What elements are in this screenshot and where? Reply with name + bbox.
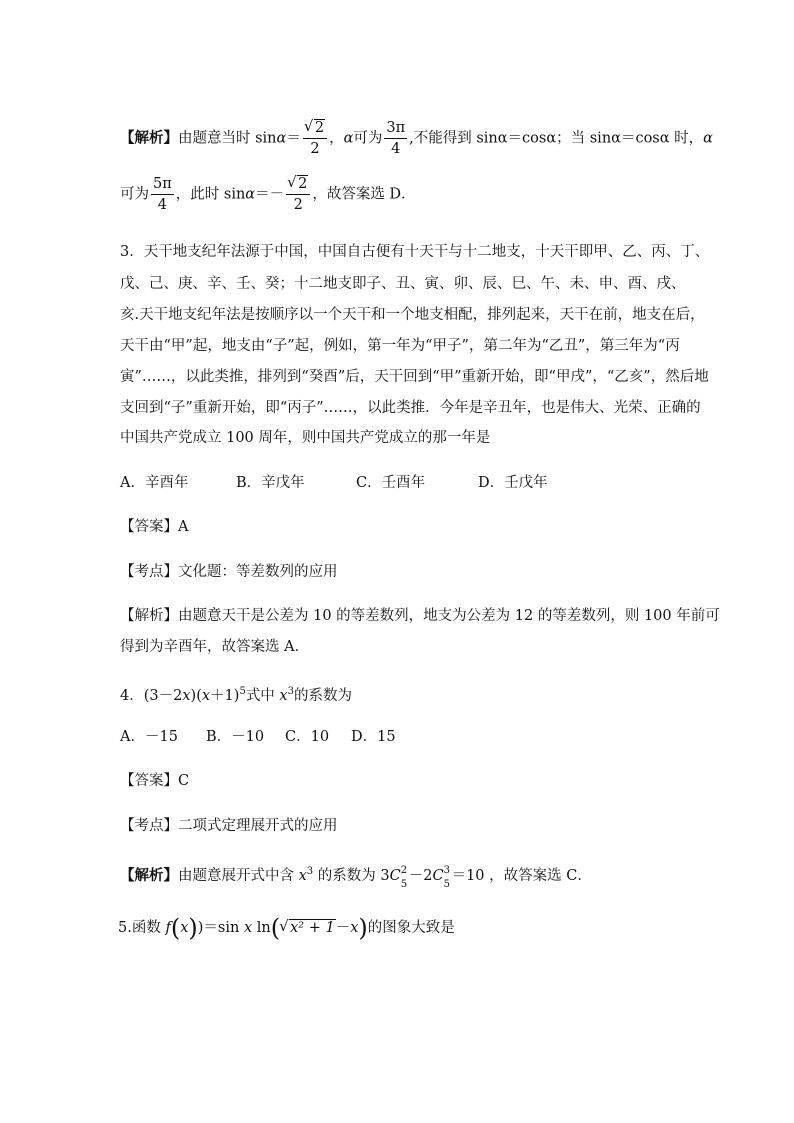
text-run: 4．(3－2 [120,687,183,704]
denominator: 4 [157,197,167,213]
binomial-C: C [389,867,401,884]
sqrt-expression [280,918,336,938]
q4-option-a: A．－15 [120,729,178,745]
subscript: 5 [443,878,450,890]
numerator: 3π [384,118,407,139]
text-run: )＝sin [197,920,244,936]
text-run: ＝－ [255,186,285,203]
text-run: ， [329,130,344,147]
superscript: 2 [400,864,408,876]
fraction-3pi-over-4 [384,118,407,159]
text-run: 5.函数 [118,920,166,936]
q3-kaodian: 【考点】文化题：等差数列的应用 [120,564,338,580]
q3-line-1: 3．天干地支纪年法源于中国，中国自古便有十天干与十二地支，十天干即甲、乙、丙、丁、 [120,244,710,260]
q3-line-2: 戊、己、庚、辛、壬、癸；十二地支即子、丑、寅、卯、辰、巳、午、未、申、酉、戌、 [120,276,686,292]
text-run: 式中 [245,687,280,704]
text-run: 的图象大致是 [367,920,455,936]
q4-option-b: B．－10 [206,729,265,745]
text-run: ，此时 sin [175,186,246,203]
q4-option-c: C．10 [285,729,330,745]
alpha-symbol: α [245,186,256,203]
var-x: x [298,867,307,884]
text-run: 的系数为 [293,687,352,704]
var-f: f [165,920,171,936]
q3-line-5: 寅”……，以此类推，排列到“癸酉”后，天干回到“甲”重新开始，即“甲戌”，“乙亥”，然后地 [120,369,709,385]
var-x: x [201,687,211,704]
fraction-sqrt2-over-2 [303,118,327,159]
text-run: ＋1) [210,687,240,704]
q3-option-d: D．壬戊年 [478,475,548,491]
q3-line-4: 天干由“甲”起，地支由“子”起，例如，第一年为“甲子”，第二年为“乙丑”，第三年为“丙 [120,338,680,354]
q3-option-b: B．辛戊年 [236,475,305,491]
q4-option-d: D．15 [351,729,396,745]
radicand: 2 [314,120,325,136]
exponent: 5 [239,686,246,697]
var-x: x [180,920,189,936]
analysis-tag: 【解析】 [120,866,178,884]
paren: ( [170,914,181,942]
exponent: 3 [306,866,314,877]
denominator: 2 [310,141,320,157]
fraction-sqrt2-over-2-b [286,174,310,215]
radicand: 2 [298,176,308,192]
text-run: ,不能得到 sinα＝cosα；当 sinα＝cosα 时， [409,130,704,147]
text-run: ＝10 ，故答案选 C． [451,867,592,884]
radicand: x² + 1 [290,920,335,936]
q4-analysis [120,862,592,890]
q4-kaodian: 【考点】二项式定理展开式的应用 [120,818,338,834]
text-run: 的系数为 3 [313,867,390,884]
text-run: )( [190,687,202,704]
text-run: ＝ [286,130,301,147]
subscript: 5 [400,878,408,890]
q2-analysis-line-2 [120,174,416,215]
text-run: － [335,920,351,936]
binomial-indices [400,864,409,890]
text-run: 由题意当时 sin [178,130,277,147]
q3-option-c: C．壬酉年 [356,475,426,491]
q3-analysis-line-1: 【解析】由题意天干是公差为 10 的等差数列，地支为公差为 12 的等差数列，则 100 年前可 [120,608,720,624]
q3-line-6: 支回到“子”重新开始，即“丙子”……，以此类推．今年是辛丑年，也是伟大、光荣、正确的 [120,400,701,416]
q3-line-3: 亥.天干地支纪年法是按顺序以一个天干和一个地支相配，排列起来，天干在前，地支在后， [120,307,705,323]
var-x: x [182,687,191,704]
text-run: ln [252,920,271,936]
q3-answer: 【答案】A [120,519,189,535]
q3-analysis-line-2: 得到为辛酉年，故答案选 A． [120,639,310,655]
denominator: 2 [293,197,303,213]
q4-stem [120,682,352,706]
superscript: 3 [443,864,450,876]
denominator: 4 [391,141,401,157]
exponent: 3 [287,686,294,697]
analysis-tag: 【解析】 [120,129,178,147]
alpha-symbol: α [343,130,354,147]
text-run: ，故答案选 D． [312,186,416,203]
var-x: x [243,920,253,936]
var-x: x [279,687,288,704]
numerator: 5π [151,174,174,195]
q5-stem: 5.函数 f(x))＝sin x ln(√ x² + 1－x)的图象大致是 [118,918,455,938]
text-run: 可为 [120,186,149,203]
q4-answer: 【答案】C [120,773,190,789]
text-run: －2 [408,867,433,884]
text-run: 可为 [353,130,383,147]
binomial-indices [443,864,452,890]
var-x: x [350,920,359,936]
q3-line-7: 中国共产党成立 100 周年，则中国共产党成立的那一年是 [120,430,491,446]
alpha-symbol: α [703,130,713,147]
q3-option-a: A．辛酉年 [120,475,189,491]
fraction-5pi-over-4 [151,174,174,215]
text-run: 由题意展开式中含 [178,867,299,884]
alpha-symbol: α [276,130,287,147]
binomial-C: C [432,867,444,884]
q2-analysis-line-1 [120,118,713,159]
